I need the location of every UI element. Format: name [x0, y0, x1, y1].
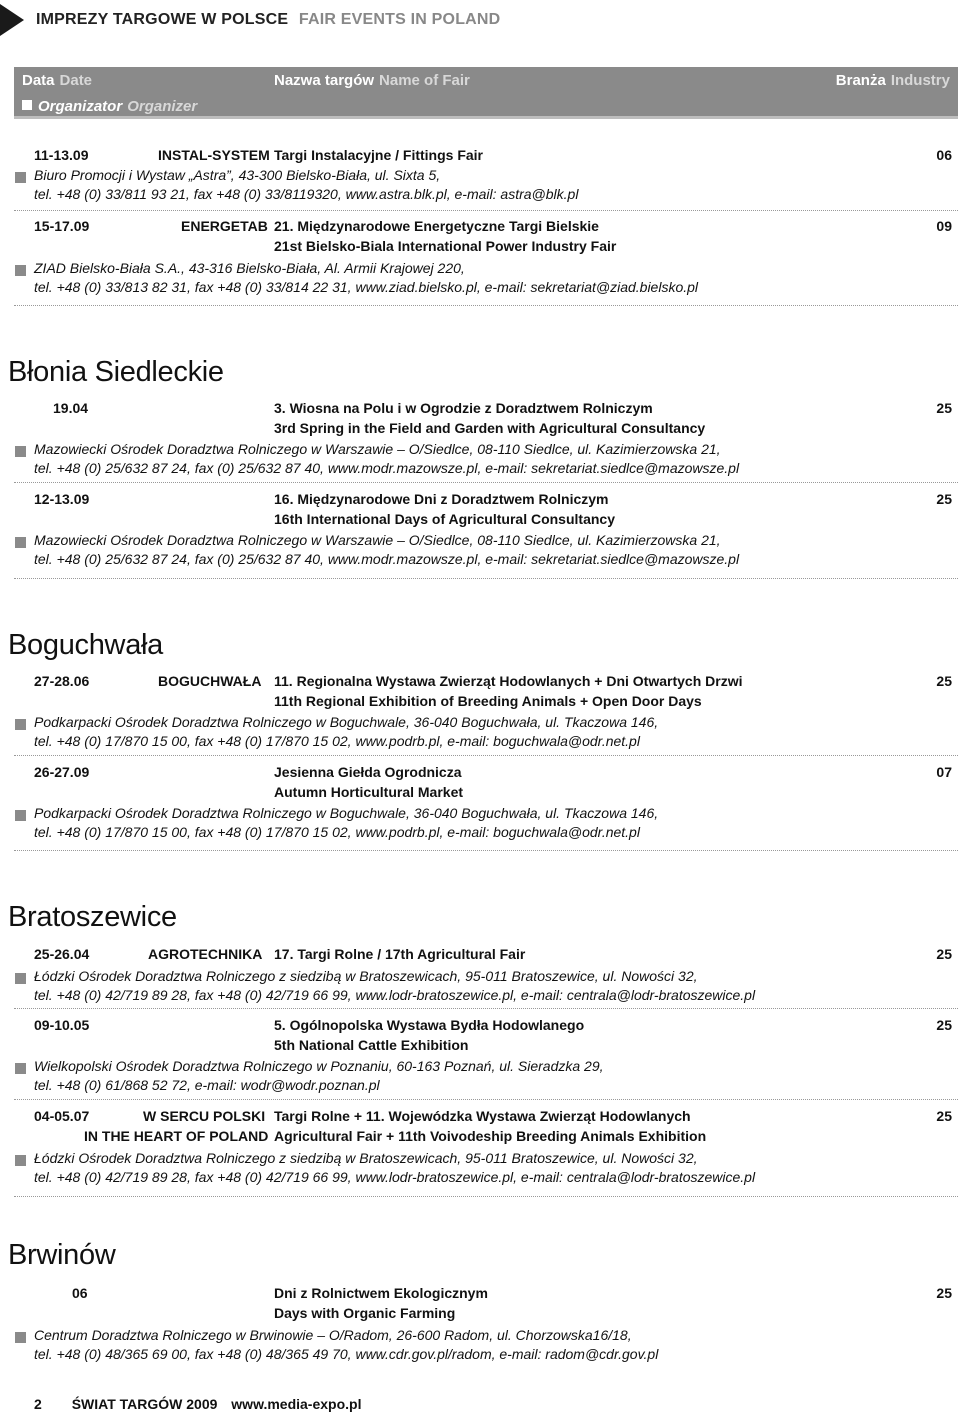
- event-name: AGROTECHNIKA: [148, 946, 263, 962]
- event-title-en: 16th International Days of Agricultural Consultancy: [274, 511, 615, 527]
- organizer-contact: tel. +48 (0) 25/632 87 24, fax (0) 25/632 87 40, www.modr.mazowsze.pl, e-mail: sekretariat.siedlce@mazowsze.pl: [34, 551, 740, 567]
- industry-code: 09: [936, 218, 952, 234]
- event-date: 27-28.06: [34, 673, 90, 689]
- event-title: 21. Międzynarodowe Energetyczne Targi Bielskie: [274, 218, 599, 234]
- event-name: BOGUCHWAŁA: [158, 673, 262, 689]
- divider: [14, 1196, 958, 1197]
- organizer-line: Łódzki Ośrodek Doradztwa Rolniczego z siedzibą w Bratoszewicach, 95-011 Bratoszewice, ul. Nowości 32,: [34, 968, 698, 984]
- organizer-contact: tel. +48 (0) 61/868 52 72, e-mail: wodr@wodr.poznan.pl: [34, 1077, 380, 1093]
- industry-code: 25: [936, 1285, 952, 1301]
- organizer-line: ZIAD Bielsko-Biała S.A., 43-316 Bielsko-Biała, Al. Armii Krajowej 220,: [34, 260, 465, 276]
- page-title: [36, 11, 500, 29]
- divider: [14, 755, 958, 756]
- city-heading: Błonia Siedleckie: [8, 356, 224, 388]
- event-date: 09-10.05: [34, 1017, 90, 1033]
- industry-code: 25: [936, 673, 952, 689]
- divider: [14, 578, 958, 579]
- industry-code: 07: [936, 764, 952, 780]
- event-title: 17. Targi Rolne / 17th Agricultural Fair: [274, 946, 526, 962]
- event-title-en: 21st Bielsko-Biala International Power Industry Fair: [274, 238, 617, 254]
- organizer-line: Mazowiecki Ośrodek Doradztwa Rolniczego w Warszawie – O/Siedlce, 08-110 Siedlce, ul. Kazimierzowska 21,: [34, 441, 721, 457]
- square-bullet-icon: [15, 810, 26, 821]
- website-link[interactable]: www.media-expo.pl: [231, 1396, 362, 1412]
- page-number: 2: [34, 1396, 42, 1412]
- event-title-en: 3rd Spring in the Field and Garden with Agricultural Consultancy: [274, 420, 706, 436]
- square-bullet-icon: [15, 265, 26, 276]
- event-title: 5. Ogólnopolska Wystawa Bydła Hodowlanego: [274, 1017, 585, 1033]
- divider: [14, 1099, 958, 1100]
- organizer-contact: tel. +48 (0) 17/870 15 00, fax +48 (0) 17/870 15 02, www.podrb.pl, e-mail: boguchwala@odr.net.pl: [34, 824, 640, 840]
- divider: [14, 210, 958, 211]
- square-bullet-icon: [15, 537, 26, 548]
- organizer-line: Łódzki Ośrodek Doradztwa Rolniczego z siedzibą w Bratoszewicach, 95-011 Bratoszewice, ul. Nowości 32,: [34, 1150, 698, 1166]
- event-date: 04-05.07: [34, 1108, 90, 1124]
- divider: [14, 482, 958, 483]
- organizer-contact: tel. +48 (0) 25/632 87 24, fax (0) 25/632 87 40, www.modr.mazowsze.pl, e-mail: sekretariat.siedlce@mazowsze.pl: [34, 460, 740, 476]
- square-bullet-icon: [15, 1332, 26, 1343]
- event-title-en: Agricultural Fair + 11th Voivodeship Breeding Animals Exhibition: [274, 1128, 707, 1144]
- square-bullet-icon: [15, 1063, 26, 1074]
- city-heading: Boguchwała: [8, 629, 163, 661]
- industry-code: 06: [936, 147, 952, 163]
- event-title: 16. Międzynarodowe Dni z Doradztwem Rolniczym: [274, 491, 609, 507]
- event-date: 11-13.09: [34, 147, 89, 163]
- square-bullet-icon: [15, 973, 26, 984]
- organizer-contact: tel. +48 (0) 33/813 82 31, fax +48 (0) 33/814 22 31, www.ziad.bielsko.pl, e-mail: sekretariat@ziad.bielsko.pl: [34, 279, 699, 295]
- event-title: Targi Rolne + 11. Wojewódzka Wystawa Zwierząt Hodowlanych: [274, 1108, 691, 1124]
- divider: [14, 1008, 958, 1009]
- event-date: 25-26.04: [34, 946, 90, 962]
- event-date: 19.04: [53, 400, 89, 416]
- organizer-contact: tel. +48 (0) 17/870 15 00, fax +48 (0) 17/870 15 02, www.podrb.pl, e-mail: boguchwala@odr.net.pl: [34, 733, 640, 749]
- divider: [14, 305, 958, 306]
- industry-code: 25: [936, 1017, 952, 1033]
- event-name: ENERGETAB: [181, 218, 268, 234]
- organizer-contact: tel. +48 (0) 33/811 93 21, fax +48 (0) 33/8119320, www.astra.blk.pl, e-mail: astra@blk.pl: [34, 186, 579, 202]
- organizer-line: Podkarpacki Ośrodek Doradztwa Rolniczego w Boguchwale, 36-040 Boguchwała, ul. Tkaczowa 146,: [34, 805, 659, 821]
- square-bullet-icon: [15, 172, 26, 183]
- organizer-line: Podkarpacki Ośrodek Doradztwa Rolniczego w Boguchwale, 36-040 Boguchwała, ul. Tkaczowa 146,: [34, 714, 659, 730]
- organizer-line: Mazowiecki Ośrodek Doradztwa Rolniczego w Warszawie – O/Siedlce, 08-110 Siedlce, ul. Kazimierzowska 21,: [34, 532, 721, 548]
- column-fair-name: Nazwa targów Name of Fair: [274, 72, 470, 89]
- square-bullet-icon: [15, 1155, 26, 1166]
- industry-code: 25: [936, 946, 952, 962]
- event-date: 06: [72, 1285, 88, 1301]
- event-name: W SERCU POLSKI: [143, 1108, 266, 1124]
- arrow-icon: [0, 4, 24, 36]
- column-date: Data Date: [22, 72, 93, 89]
- city-heading: Bratoszewice: [8, 901, 177, 933]
- event-name: INSTAL-SYSTEM: [158, 147, 270, 163]
- event-title: Dni z Rolnictwem Ekologicznym: [274, 1285, 488, 1301]
- event-date: 26-27.09: [34, 764, 90, 780]
- event-title-en: 11th Regional Exhibition of Breeding Animals + Open Door Days: [274, 693, 702, 709]
- page-footer: [34, 1396, 387, 1412]
- event-title: Targi Instalacyjne / Fittings Fair: [274, 147, 484, 163]
- page-title-pl: IMPREZY TARGOWE W POLSCE: [36, 11, 289, 28]
- industry-code: 25: [936, 491, 952, 507]
- divider: [14, 850, 958, 851]
- organizer-contact: tel. +48 (0) 48/365 69 00, fax +48 (0) 48/365 49 70, www.cdr.gov.pl/radom, e-mail: radom@cdr.gov.pl: [34, 1346, 659, 1362]
- event-date: 12-13.09: [34, 491, 90, 507]
- event-title-en: Autumn Horticultural Market: [274, 784, 464, 800]
- magazine-title: ŚWIAT TARGÓW 2009: [71, 1396, 218, 1412]
- industry-code: 25: [936, 400, 952, 416]
- square-bullet-icon: [15, 446, 26, 457]
- organizer-contact: tel. +48 (0) 42/719 89 28, fax +48 (0) 42/719 66 99, www.lodr-bratoszewice.pl, e-mail: centrala@lodr-bratoszewice.pl: [34, 987, 756, 1003]
- organizer-line: Centrum Doradztwa Rolniczego w Brwinowie – O/Radom, 26-600 Radom, ul. Chorzowska16/18,: [34, 1327, 632, 1343]
- event-title-en: Days with Organic Farming: [274, 1305, 456, 1321]
- industry-code: 25: [936, 1108, 952, 1124]
- square-bullet-icon: [15, 719, 26, 730]
- event-title: 11. Regionalna Wystawa Zwierząt Hodowlanych + Dni Otwartych Drzwi: [274, 673, 743, 689]
- page-header: [0, 0, 960, 40]
- organizer-contact: tel. +48 (0) 42/719 89 28, fax +48 (0) 42/719 66 99, www.lodr-bratoszewice.pl, e-mail: centrala@lodr-bratoszewice.pl: [34, 1169, 756, 1185]
- column-header-bar: [14, 67, 958, 119]
- event-date: 15-17.09: [34, 218, 90, 234]
- event-name-en: IN THE HEART OF POLAND: [84, 1128, 269, 1144]
- city-heading: Brwinów: [8, 1239, 116, 1271]
- event-title: Jesienna Giełda Ogrodnicza: [274, 764, 462, 780]
- organizer-line: Biuro Promocji i Wystaw „Astra”, 43-300 Bielsko-Biała, ul. Sixta 5,: [34, 167, 441, 183]
- square-bullet-icon: [22, 100, 32, 110]
- event-title: 3. Wiosna na Polu i w Ogrodzie z Doradztwem Rolniczym: [274, 400, 653, 416]
- page-title-en: FAIR EVENTS IN POLAND: [298, 11, 501, 28]
- event-title-en: 5th National Cattle Exhibition: [274, 1037, 469, 1053]
- organizer-line: Wielkopolski Ośrodek Doradztwa Rolniczego w Poznaniu, 60-163 Poznań, ul. Sieradzka 29,: [34, 1058, 604, 1074]
- column-industry: Branża Industry: [835, 72, 950, 89]
- column-organizer: Organizator Organizer: [22, 98, 197, 115]
